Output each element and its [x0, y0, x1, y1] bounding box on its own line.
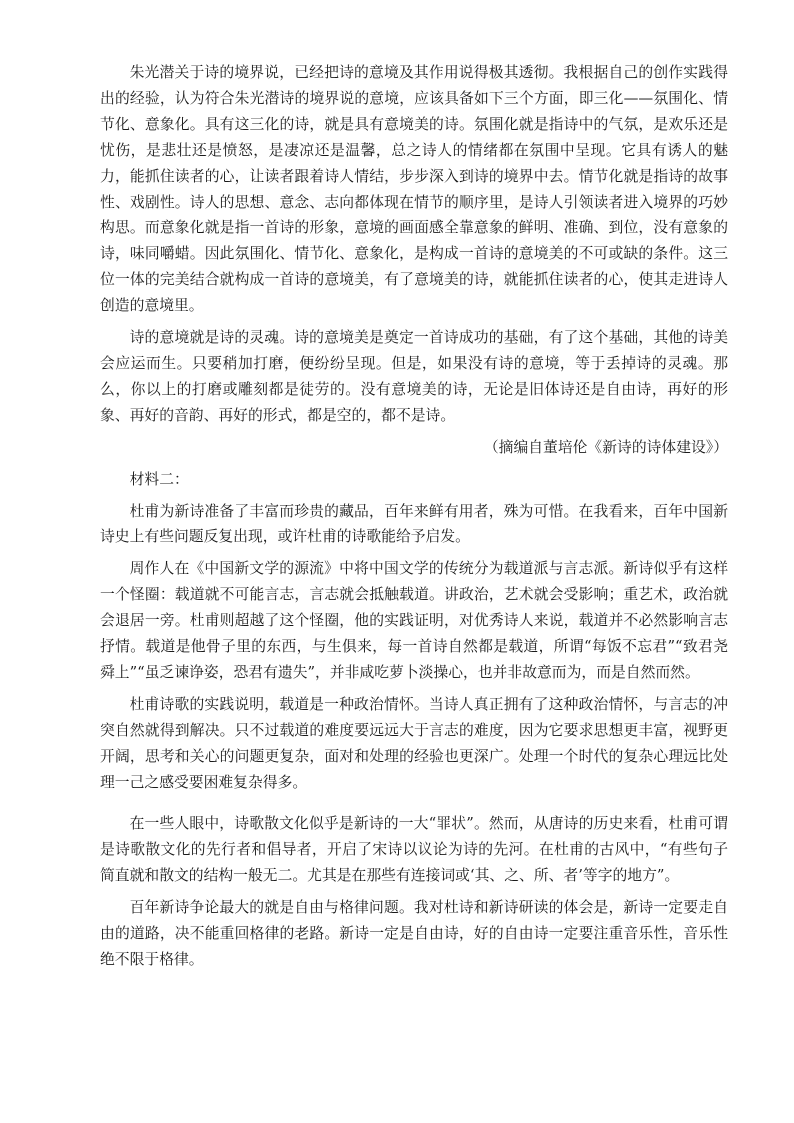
paragraph-freedom-meter: 百年新诗争论最大的就是自由与格律问题。我对杜诗和新诗研读的体会是，新诗一定要走自由的道路，决不能重回格律的老路。新诗一定是自由诗，好的自由诗一定要注重音乐性，音乐性绝不限于格律。: [100, 899, 728, 968]
paragraph-zaidao-yanzhi: 周作人在《中国新文学的源流》中将中国文学的传统分为载道派与言志派。新诗似乎有这样一个怪圈：载道就不可能言志，言志就会抵触载道。讲政治，艺术就会受影响；重艺术，政治就会退居一旁。杜甫则超越了这个怪圈，他的实践证明，对优秀诗人来说，载道并不必然影响言志抒情。载道是他骨子里的东西，与生俱来，每一首诗自然都是载道，所谓“每饭不忘君”“致君尧舜上”“虽乏谏诤姿，恐君有遗失”，并非咸吃萝卜淡操心，也并非故意而为，而是自然而然。: [100, 560, 728, 681]
material-two-label: 材料二：: [129, 470, 189, 488]
source-citation: （摘编自董培伦《新诗的诗体建设》）: [483, 438, 728, 456]
paragraph-dufu-collection: 杜甫为新诗准备了丰富而珍贵的藏品，百年来鲜有用者，殊为可惜。在我看来，百年中国新诗史上有些问题反复出现，或许杜甫的诗歌能给予启发。: [100, 502, 728, 546]
paragraph-prose-style: 在一些人眼中，诗歌散文化似乎是新诗的一大“罪状”。然而，从唐诗的历史来看，杜甫可谓是诗歌散文化的先行者和倡导者，开启了宋诗以议论为诗的先河。在杜甫的古风中，“有些句子简直就和散文的结构一般无二。尤其是在那些有连接词或‘其、之、所、者’等字的地方”。: [100, 815, 728, 885]
paragraph-soul-of-poetry: 诗的意境就是诗的灵魂。诗的意境美是奠定一首诗成功的基础，有了这个基础，其他的诗美会应运而生。只要稍加打磨，便纷纷呈现。但是，如果没有诗的意境，等于丢掉诗的灵魂。那么，你以上的打磨或雕刻都是徒劳的。没有意境美的诗，无论是旧体诗还是自由诗，再好的形象、再好的音韵、再好的形式，都是空的，都不是诗。: [100, 329, 728, 424]
paragraph-artistic-conception: 朱光潜关于诗的境界说，已经把诗的意境及其作用说得极其透彻。我根据自己的创作实践得出的经验，认为符合朱光潜诗的境界说的意境，应该具备如下三个方面，即三化——氛围化、情节化、意象化。具有这三化的诗，就是具有意境美的诗。氛围化就是指诗中的气氛，是欢乐还是忧伤，是悲壮还是愤怒，是凄凉还是温馨，总之诗人的情绪都在氛围中呈现。它具有诱人的魅力，能抓住读者的心，让读者跟着诗人情结，步步深入到诗的境界中去。情节化就是指诗的故事性、戏剧性。诗人的思想、意念、志向都体现在情节的顺序里，是诗人引领读者进入境界的巧妙构思。而意象化就是指一首诗的形象，意境的画面感全靠意象的鲜明、准确、到位，没有意象的诗，味同嚼蜡。因此氛围化、情节化、意象化，是构成一首诗的意境美的不可或缺的条件。这三位一体的完美结合就构成一首诗的意境美，有了意境美的诗，就能抓住读者的心，使其走进诗人创造的意境里。: [100, 64, 728, 315]
paragraph-political-sentiment: 杜甫诗歌的实践说明，载道是一种政治情怀。当诗人真正拥有了这种政治情怀，与言志的冲突自然就得到解决。只不过载道的难度要远远大于言志的难度，因为它要求思想更丰富，视野更开阔，思考和关心的问题更复杂，面对和处理的经验也更深广。处理一个时代的复杂心理远比处理一己之感受要困难复杂得多。: [100, 695, 728, 791]
document-page: [100, 60, 728, 979]
